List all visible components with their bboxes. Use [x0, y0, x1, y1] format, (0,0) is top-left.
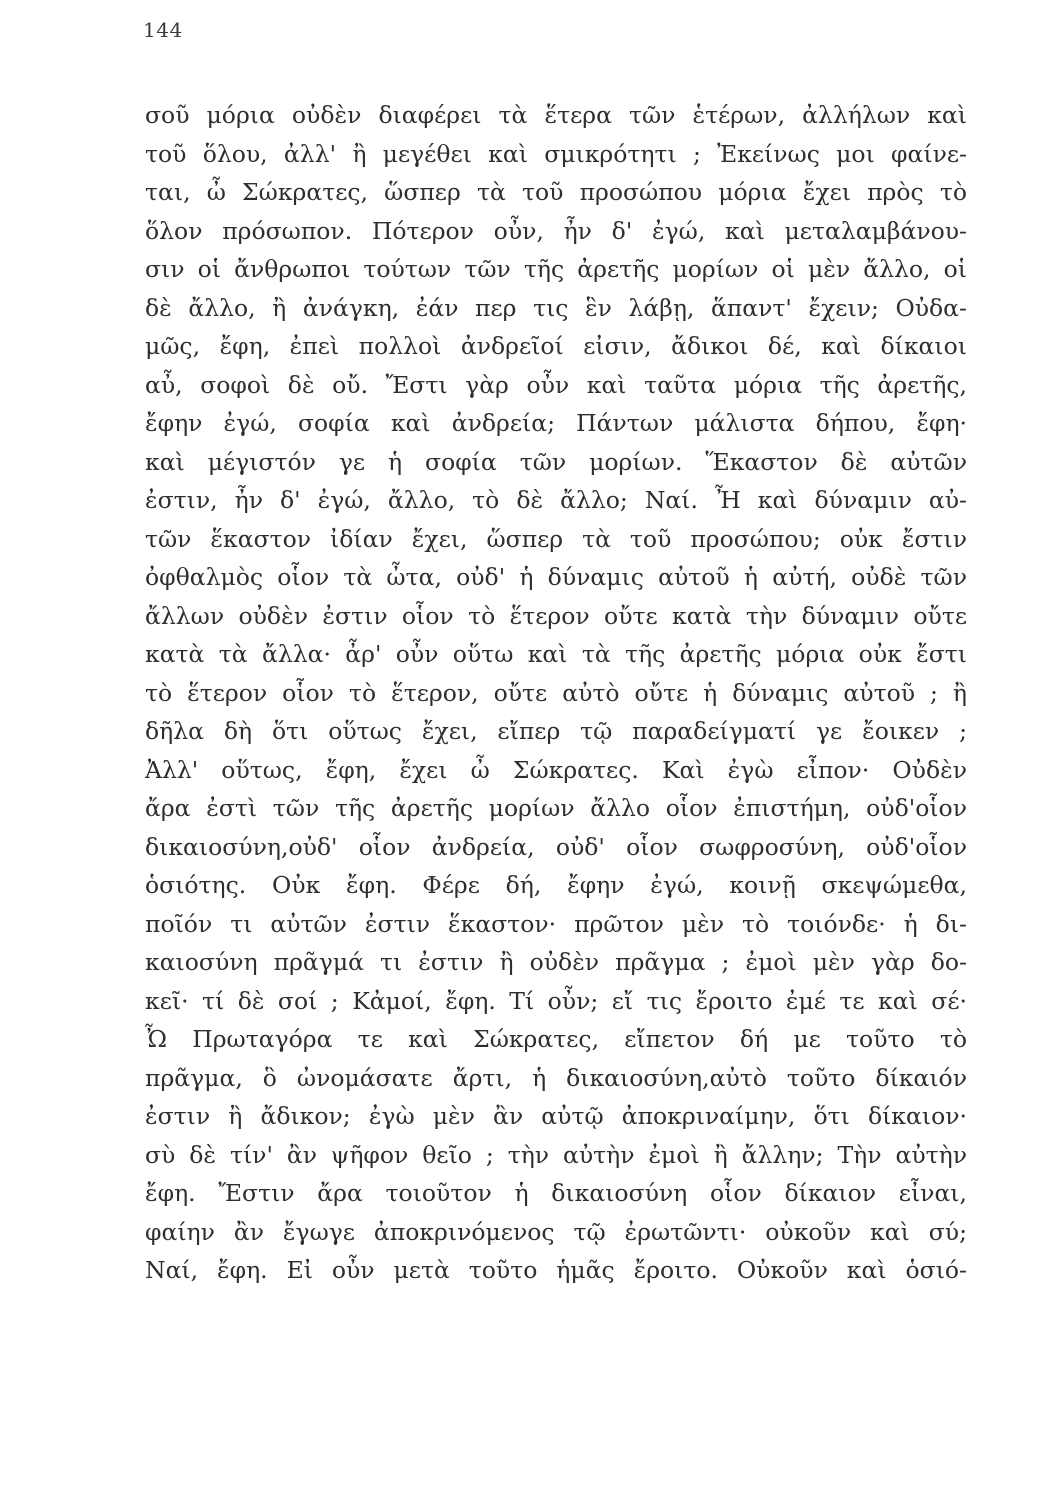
- text-line: ὅλον πρόσωπον. Πότερον οὖν, ἦν δ' ἐγώ, καὶ μεταλαμβάνου-: [145, 216, 967, 245]
- text-line: ἄρα ἐστὶ τῶν τῆς ἀρετῆς μορίων ἄλλο οἷον ἐπιστήμη, οὐδ'οἷον: [145, 794, 967, 822]
- text-line: Ἀλλ' οὕτως, ἔφη, ἔχει ὦ Σώκρατες. Καὶ ἐγὼ εἶπον· Οὐδὲν: [145, 755, 967, 784]
- text-line: ποῖόν τι αὐτῶν ἐστιν ἕκαστον· πρῶτον μὲν τὸ τοιόνδε· ἡ δι-: [145, 909, 967, 938]
- text-line: Ὦ Πρωταγόρα τε καὶ Σώκρατες, εἴπετον δή με τοῦτο τὸ: [145, 1025, 967, 1053]
- text-line: ὁσιότης. Οὐκ ἔφη. Φέρε δή, ἔφην ἐγώ, κοινῇ σκεψώμεθα,: [145, 871, 967, 899]
- text-line: κατὰ τὰ ἄλλα· ἆρ' οὖν οὕτω καὶ τὰ τῆς ἀρετῆς μόρια οὐκ ἔστι: [145, 640, 967, 668]
- text-line: ἐστιν, ἦν δ' ἐγώ, ἄλλο, τὸ δὲ ἄλλο; Ναί. Ἦ καὶ δύναμιν αὐ-: [145, 486, 967, 514]
- text-line: τὸ ἕτερον οἷον τὸ ἕτερον, οὔτε αὐτὸ οὔτε ἡ δύναμις αὐτοῦ ; ἢ: [145, 678, 967, 707]
- text-line: δῆλα δὴ ὅτι οὕτως ἔχει, εἴπερ τῷ παραδείγματί γε ἔοικεν ;: [145, 717, 967, 745]
- text-line: καιοσύνη πρᾶγμά τι ἐστιν ἢ οὐδὲν πρᾶγμα ; ἐμοὶ μὲν γὰρ δο-: [145, 948, 967, 976]
- text-line: δικαιοσύνη,οὐδ' οἷον ἀνδρεία, οὐδ' οἷον σωφροσύνη, οὐδ'οἷον: [145, 832, 967, 861]
- text-line: φαίην ἂν ἔγωγε ἀποκρινόμενος τῷ ἐρωτῶντι· οὐκοῦν καὶ σύ;: [145, 1217, 967, 1246]
- text-line: ἄλλων οὐδὲν ἐστιν οἷον τὸ ἕτερον οὔτε κατὰ τὴν δύναμιν οὔτε: [145, 601, 967, 630]
- text-line: μῶς, ἔφη, ἐπεὶ πολλοὶ ἀνδρεῖοί εἰσιν, ἄδικοι δέ, καὶ δίκαιοι: [145, 332, 967, 360]
- text-line: τῶν ἕκαστον ἰδίαν ἔχει, ὥσπερ τὰ τοῦ προσώπου; οὐκ ἔστιν: [145, 524, 967, 553]
- text-line: πρᾶγμα, ὃ ὠνομάσατε ἄρτι, ἡ δικαιοσύνη,αὐτὸ τοῦτο δίκαιόν: [145, 1063, 967, 1092]
- text-line: σοῦ μόρια οὐδὲν διαφέρει τὰ ἕτερα τῶν ἑτέρων, ἀλλήλων καὶ: [145, 101, 967, 129]
- text-line: κεῖ· τί δὲ σοί ; Κἀμοί, ἔφη. Τί οὖν; εἴ τις ἔροιτο ἐμέ τε καὶ σέ·: [145, 986, 967, 1015]
- text-line: σὺ δὲ τίν' ἂν ψῆφον θεῖο ; τὴν αὐτὴν ἐμοὶ ἢ ἄλλην; Τὴν αὐτὴν: [145, 1140, 967, 1169]
- text-line: καὶ μέγιστόν γε ἡ σοφία τῶν μορίων. Ἕκαστον δὲ αὐτῶν: [145, 447, 967, 476]
- body-text: [145, 96, 967, 1290]
- text-line: σιν οἱ ἄνθρωποι τούτων τῶν τῆς ἀρετῆς μορίων οἱ μὲν ἄλλο, οἱ: [145, 255, 967, 283]
- text-line: ἐστιν ἢ ἄδικον; ἐγὼ μὲν ἂν αὐτῷ ἀποκριναίμην, ὅτι δίκαιον·: [145, 1102, 967, 1130]
- text-line: τοῦ ὅλου, ἀλλ' ἢ μεγέθει καὶ σμικρότητι ; Ἐκείνως μοι φαίνε-: [145, 139, 967, 168]
- text-line: ται, ὦ Σώκρατες, ὥσπερ τὰ τοῦ προσώπου μόρια ἔχει πρὸς τὸ: [145, 178, 967, 206]
- text-line: ἔφην ἐγώ, σοφία καὶ ἀνδρεία; Πάντων μάλιστα δήπου, ἔφη·: [145, 409, 967, 437]
- text-line: δὲ ἄλλο, ἢ ἀνάγκη, ἐάν περ τις ἓν λάβῃ, ἅπαντ' ἔχειν; Οὐδα-: [145, 293, 967, 322]
- text-line: ὀφθαλμὸς οἷον τὰ ὦτα, οὐδ' ἡ δύναμις αὐτοῦ ἡ αὐτή, οὐδὲ τῶν: [145, 563, 967, 591]
- page-number: 144: [143, 18, 183, 42]
- text-line: αὖ, σοφοὶ δὲ οὔ. Ἔστι γὰρ οὖν καὶ ταῦτα μόρια τῆς ἀρετῆς,: [145, 370, 967, 399]
- text-line: Ναί, ἔφη. Εἰ οὖν μετὰ τοῦτο ἡμᾶς ἔροιτο. Οὐκοῦν καὶ ὁσιό-: [145, 1256, 967, 1284]
- text-line: ἔφη. Ἔστιν ἄρα τοιοῦτον ἡ δικαιοσύνη οἷον δίκαιον εἶναι,: [145, 1179, 967, 1207]
